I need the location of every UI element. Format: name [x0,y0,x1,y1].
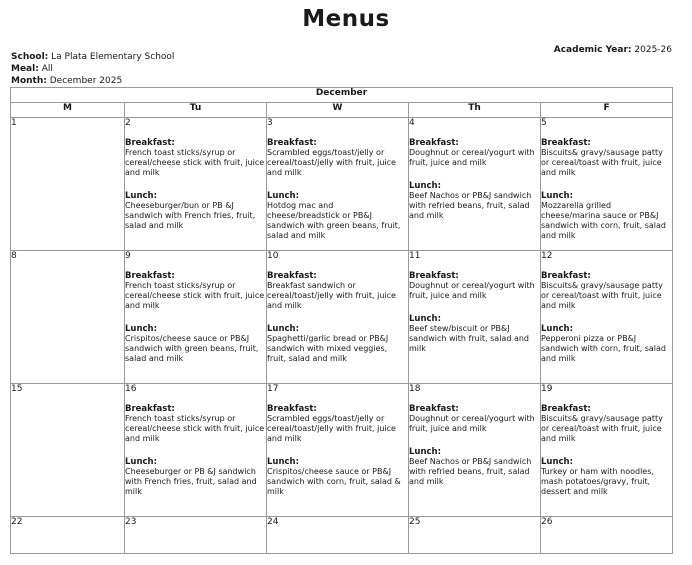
breakfast-menu: French toast sticks/syrup or cereal/cheese stick with fruit, juice and milk [125,148,265,177]
calendar-day-cell [11,384,125,517]
day-number: 26 [541,517,553,527]
day-number: 2 [125,118,131,128]
calendar-month: December [11,88,673,103]
calendar-week [11,517,673,554]
day-number: 16 [125,384,137,394]
lunch-label: Lunch: [125,191,158,201]
lunch-label: Lunch: [267,324,300,334]
school-label: School: [11,52,49,62]
calendar-day-cell [541,384,673,517]
academic-year-value: 2025-26 [634,45,672,55]
breakfast-menu: French toast sticks/syrup or cereal/cheese stick with fruit, juice and milk [125,414,265,443]
breakfast-menu: Doughnut or cereal/yogurt with fruit, juice and milk [409,281,535,300]
breakfast-menu: Doughnut or cereal/yogurt with fruit, juice and milk [409,148,535,167]
calendar-day-cell [409,517,541,554]
breakfast-label: Breakfast: [125,271,175,281]
breakfast-label: Breakfast: [541,404,591,414]
month-row [11,75,174,87]
calendar-day-cell [267,384,409,517]
calendar-day-cell [409,251,541,384]
day-number: 8 [11,251,17,261]
lunch-menu: Spaghetti/garlic bread or PB&J sandwich with mixed veggies, fruit, salad and milk [267,334,389,363]
day-number: 5 [541,118,547,128]
day-number: 3 [267,118,273,128]
lunch-label: Lunch: [541,324,574,334]
breakfast-label: Breakfast: [267,138,317,148]
lunch-label: Lunch: [409,447,442,457]
lunch-menu: Beef Nachos or PB&J sandwich with refried beans, fruit, salad and milk [409,457,532,486]
day-number: 22 [11,517,23,527]
lunch-menu: Cheeseburger/bun or PB &J sandwich with French fries, fruit, salad and milk [125,201,256,230]
lunch-menu: Beef stew/biscuit or PB&J sandwich with fruit, salad and milk [409,324,529,353]
day-number: 9 [125,251,131,261]
lunch-menu: Crispitos/cheese sauce or PB&J sandwich with corn, fruit, salad & milk [267,467,401,496]
day-number: 19 [541,384,553,394]
calendar-day-cell [409,118,541,251]
breakfast-menu: Biscuits& gravy/sausage patty or cereal/toast with fruit, juice and milk [541,148,663,177]
day-number: 18 [409,384,421,394]
breakfast-label: Breakfast: [409,271,459,281]
calendar-day-cell [541,517,673,554]
meal-row [11,63,174,75]
calendar-week [11,118,673,251]
calendar-day-cell [409,384,541,517]
lunch-label: Lunch: [409,314,442,324]
page-title: Menus [302,6,390,32]
calendar-day-cell [11,118,125,251]
day-number: 4 [409,118,415,128]
day-number: 10 [267,251,279,261]
breakfast-menu: Scrambled eggs/toast/jelly or cereal/toast/jelly with fruit, juice and milk [267,414,396,443]
lunch-label: Lunch: [409,181,442,191]
breakfast-menu: Doughnut or cereal/yogurt with fruit, juice and milk [409,414,535,433]
lunch-label: Lunch: [541,191,574,201]
day-number: 24 [267,517,279,527]
calendar-day-cell [125,384,267,517]
weekday-header: M [11,103,125,118]
calendar-day-cell [125,118,267,251]
calendar-day-cell [125,517,267,554]
breakfast-label: Breakfast: [409,138,459,148]
day-number: 25 [409,517,421,527]
school-name: La Plata Elementary School [51,52,175,62]
breakfast-menu: French toast sticks/syrup or cereal/cheese stick with fruit, juice and milk [125,281,265,310]
breakfast-label: Breakfast: [541,271,591,281]
menu-calendar [10,87,673,554]
school-row [11,51,174,63]
lunch-menu: Pepperoni pizza or PB&J sandwich with corn, fruit, salad and milk [541,334,667,363]
meal-label: Meal: [11,64,39,74]
calendar-body [11,118,673,554]
breakfast-menu: Biscuits& gravy/sausage patty or cereal/toast with fruit, juice and milk [541,281,663,310]
day-number: 23 [125,517,137,527]
lunch-menu: Crispitos/cheese sauce or PB&J sandwich with green beans, fruit, salad and milk [125,334,259,363]
day-number: 11 [409,251,421,261]
day-number: 1 [11,118,17,128]
day-number: 17 [267,384,279,394]
academic-year [554,45,672,55]
weekday-header: F [541,103,673,118]
weekday-header: W [267,103,409,118]
month-value: December 2025 [49,76,123,86]
breakfast-label: Breakfast: [267,271,317,281]
breakfast-label: Breakfast: [541,138,591,148]
lunch-label: Lunch: [267,457,300,467]
lunch-menu: Cheeseburger or PB &J sandwich with French fries, fruit, salad and milk [125,467,257,496]
lunch-label: Lunch: [125,324,158,334]
calendar-day-cell [11,251,125,384]
breakfast-label: Breakfast: [409,404,459,414]
calendar-day-cell [125,251,267,384]
day-number: 15 [11,384,23,394]
calendar-week [11,251,673,384]
calendar-day-cell [11,517,125,554]
weekday-header-row [11,103,673,118]
academic-year-label: Academic Year: [553,45,632,55]
calendar-day-cell [267,517,409,554]
breakfast-label: Breakfast: [125,138,175,148]
meal-value: All [41,64,53,74]
calendar-day-cell [267,251,409,384]
breakfast-label: Breakfast: [267,404,317,414]
lunch-label: Lunch: [267,191,300,201]
lunch-menu: Hotdog mac and cheese/breadstick or PB&J sandwich with green beans, fruit, salad and milk [267,201,401,240]
lunch-menu: Mozzarella grilled cheese/marina sauce or PB&J sandwich with corn, fruit, salad and milk [541,201,667,240]
lunch-label: Lunch: [541,457,574,467]
calendar-day-cell [541,118,673,251]
weekday-header: Th [409,103,541,118]
month-label: Month: [11,76,47,86]
day-number: 12 [541,251,553,261]
breakfast-menu: Breakfast sandwich or cereal/toast/jelly with fruit, juice and milk [267,281,396,310]
breakfast-label: Breakfast: [125,404,175,414]
weekday-header: Tu [125,103,267,118]
breakfast-menu: Biscuits& gravy/sausage patty or cereal/toast with fruit, juice and milk [541,414,663,443]
calendar-day-cell [541,251,673,384]
calendar-week [11,384,673,517]
calendar-day-cell [267,118,409,251]
lunch-label: Lunch: [125,457,158,467]
breakfast-menu: Scrambled eggs/toast/jelly or cereal/toast/jelly with fruit, juice and milk [267,148,396,177]
lunch-menu: Beef Nachos or PB&J sandwich with refried beans, fruit, salad and milk [409,191,532,220]
menu-info [11,51,174,87]
lunch-menu: Turkey or ham with noodles, mash potatoes/gravy, fruit, dessert and milk [541,467,654,496]
